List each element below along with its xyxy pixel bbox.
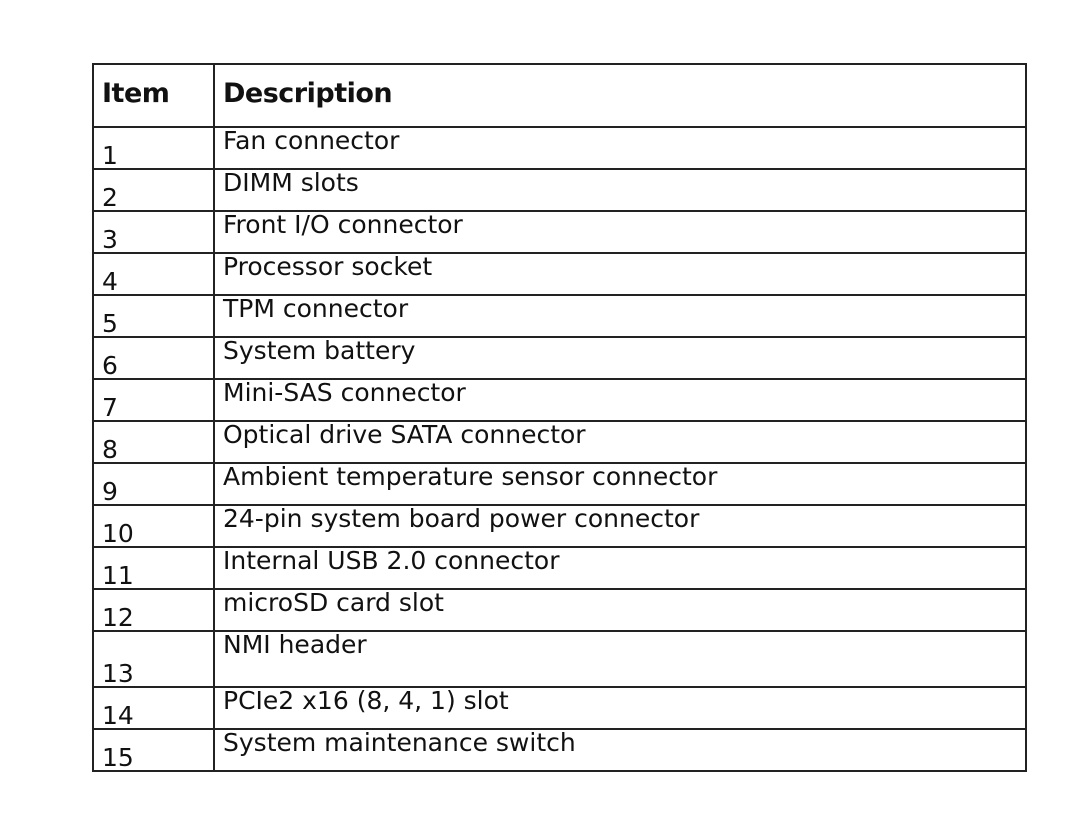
table-row: [93, 295, 1026, 337]
item-column-header: Item: [93, 64, 214, 127]
item-description: NMI header: [214, 631, 1026, 687]
table-row: [93, 547, 1026, 589]
description-column-header: Description: [214, 64, 1026, 127]
item-description: 24-pin system board power connector: [214, 505, 1026, 547]
table-row: [93, 169, 1026, 211]
item-description: TPM connector: [214, 295, 1026, 337]
table-row: [93, 421, 1026, 463]
table-row: [93, 127, 1026, 169]
table-row: [93, 211, 1026, 253]
item-number: 6: [93, 337, 214, 379]
table-row: [93, 729, 1026, 771]
item-description: Mini-SAS connector: [214, 379, 1026, 421]
table-row: [93, 631, 1026, 687]
item-description: microSD card slot: [214, 589, 1026, 631]
table-row: [93, 687, 1026, 729]
item-number: 2: [93, 169, 214, 211]
item-description: Processor socket: [214, 253, 1026, 295]
item-number: 4: [93, 253, 214, 295]
item-description: Front I/O connector: [214, 211, 1026, 253]
item-description: DIMM slots: [214, 169, 1026, 211]
table-row: [93, 505, 1026, 547]
item-number: 15: [93, 729, 214, 771]
item-number: 10: [93, 505, 214, 547]
item-description: Internal USB 2.0 connector: [214, 547, 1026, 589]
item-description: System maintenance switch: [214, 729, 1026, 771]
item-number: 3: [93, 211, 214, 253]
item-number: 11: [93, 547, 214, 589]
item-number: 13: [93, 631, 214, 687]
table-row: [93, 379, 1026, 421]
item-description: Fan connector: [214, 127, 1026, 169]
table-row: [93, 337, 1026, 379]
table-header-row: [93, 64, 1026, 127]
item-description: PCIe2 x16 (8, 4, 1) slot: [214, 687, 1026, 729]
item-number: 8: [93, 421, 214, 463]
item-number: 5: [93, 295, 214, 337]
item-number: 7: [93, 379, 214, 421]
table-row: [93, 463, 1026, 505]
table-row: [93, 589, 1026, 631]
item-number: 1: [93, 127, 214, 169]
item-number: 9: [93, 463, 214, 505]
table-row: [93, 253, 1026, 295]
item-description: System battery: [214, 337, 1026, 379]
item-description: Ambient temperature sensor connector: [214, 463, 1026, 505]
item-number: 12: [93, 589, 214, 631]
item-number: 14: [93, 687, 214, 729]
component-table: [92, 63, 1027, 772]
item-description: Optical drive SATA connector: [214, 421, 1026, 463]
